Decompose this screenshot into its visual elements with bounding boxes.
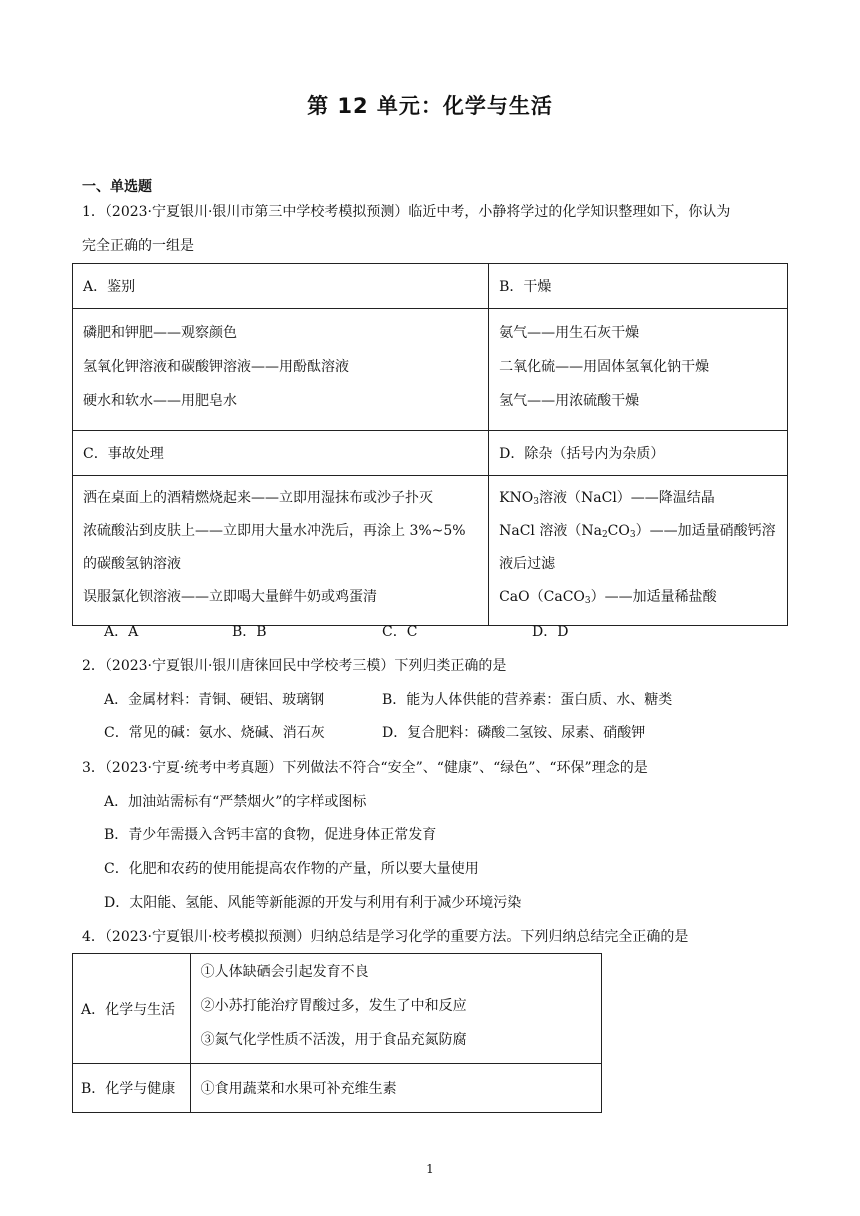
q2-option-a: A．金属材料：青铜、硬铝、玻璃钢: [104, 692, 325, 708]
q1-a-items: [73, 309, 489, 431]
page-number: 1: [426, 1162, 434, 1176]
q1-c-item-3: 误服氯化钡溶液——立即喝大量鲜牛奶或鸡蛋清: [83, 589, 377, 605]
q4-a-label: A．化学与生活: [73, 954, 191, 1064]
q1-choice-d: D．D: [532, 624, 569, 640]
q1-stem-line2: 完全正确的一组是: [82, 238, 194, 254]
q3-option-d: D．太阳能、氢能、风能等新能源的开发与利用有利于减少环境污染: [104, 895, 522, 911]
q4-a-item-1: ①人体缺硒会引起发育不良: [200, 964, 369, 980]
q1-c-items: [73, 476, 489, 626]
q1-b-item-1: 氨气——用生石灰干燥: [499, 325, 640, 341]
q1-d-item-3: CaO（CaCO$_3$）——加适量稀盐酸: [499, 589, 717, 606]
q1-d-items: [489, 476, 788, 626]
q4-b-item-1: ①食用蔬菜和水果可补充维生素: [200, 1081, 397, 1097]
q1-table: [72, 263, 788, 626]
q2-option-c: C．常见的碱：氨水、烧碱、消石灰: [104, 725, 325, 741]
q1-d-item-2-cont: 液后过滤: [499, 556, 556, 572]
q1-b-heading: B．干燥: [489, 264, 788, 309]
q1-c-item-2: 浓硫酸沾到皮肤上——立即用大量水冲洗后，再涂上 3%~5%: [83, 523, 466, 539]
q4-b-label: B．化学与健康: [73, 1064, 191, 1113]
q1-b-item-2: 二氧化硫——用固体氢氧化钠干燥: [499, 359, 710, 375]
q1-b-items: [489, 309, 788, 431]
q1-choice-a: A．A: [104, 624, 139, 640]
q3-option-b: B．青少年需摄入含钙丰富的食物，促进身体正常发育: [104, 827, 437, 843]
q1-a-item-1: 磷肥和钾肥——观察颜色: [83, 325, 237, 341]
q2-stem: 2．（2023·宁夏银川·银川唐徕回民中学校考三模）下列归类正确的是: [82, 658, 507, 674]
q4-a-item-2: ②小苏打能治疗胃酸过多，发生了中和反应: [200, 998, 467, 1014]
q3-option-c: C．化肥和农药的使用能提高农作物的产量，所以要大量使用: [104, 861, 479, 877]
q1-c-item-2-cont: 的碳酸氢钠溶液: [83, 556, 181, 572]
q2-option-b: B．能为人体供能的营养素：蛋白质、水、糖类: [382, 692, 673, 708]
q1-d-heading: D．除杂（括号内为杂质）: [489, 431, 788, 476]
q4-a-item-3: ③氮气化学性质不活泼，用于食品充氮防腐: [200, 1032, 467, 1048]
q4-stem: 4．（2023·宁夏银川·校考模拟预测）归纳总结是学习化学的重要方法。下列归纳总结完全正确的是: [82, 929, 689, 945]
q3-stem: 3．（2023·宁夏·统考中考真题）下列做法不符合“安全”、“健康”、“绿色”、“环保”理念的是: [82, 760, 648, 776]
q4-table: [72, 953, 602, 1113]
q1-choice-b: B．B: [232, 624, 267, 640]
page-title: 第 12 单元：化学与生活: [307, 94, 553, 118]
q1-c-heading: C．事故处理: [73, 431, 489, 476]
q1-choice-c: C．C: [382, 624, 418, 640]
q1-a-item-2: 氢氧化钾溶液和碳酸钾溶液——用酚酞溶液: [83, 359, 349, 375]
q1-a-item-3: 硬水和软水——用肥皂水: [83, 393, 237, 409]
q4-b-items: [190, 1064, 601, 1113]
q4-a-items: [190, 954, 601, 1064]
q1-c-item-1: 洒在桌面上的酒精燃烧起来——立即用湿抹布或沙子扑灭: [83, 490, 433, 506]
q1-d-item-1: $KNO_3$溶液（NaCl）——降温结晶: [499, 490, 715, 507]
q3-option-a: A．加油站需标有“严禁烟火”的字样或图标: [104, 794, 367, 810]
section-heading: 一、单选题: [82, 179, 152, 195]
q2-option-d: D．复合肥料：磷酸二氢铵、尿素、硝酸钾: [382, 725, 646, 741]
q1-a-heading: A．鉴别: [73, 264, 489, 309]
q1-b-item-3: 氢气——用浓硫酸干燥: [499, 393, 640, 409]
q1-stem-line1: 1．（2023·宁夏银川·银川市第三中学校考模拟预测）临近中考，小静将学过的化学知识整理如下，你认为: [82, 204, 731, 220]
q1-d-item-2: NaCl 溶液$(Na_2CO_3)——$加适量硝酸钙溶: [499, 523, 776, 540]
